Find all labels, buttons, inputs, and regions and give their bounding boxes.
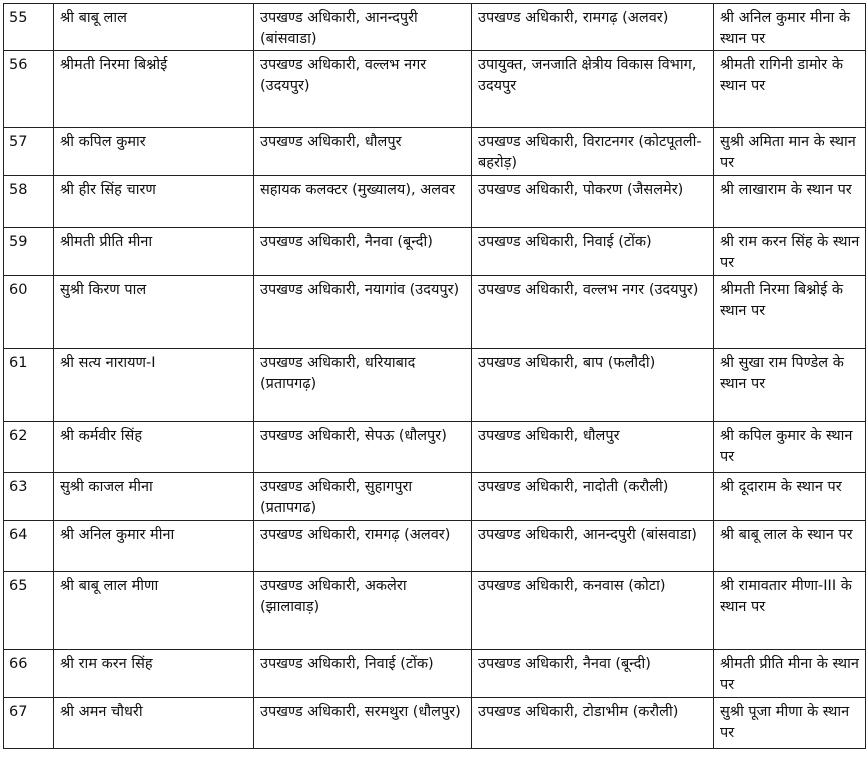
officer-name-cell: श्री कपिल कुमार bbox=[54, 128, 254, 176]
replacement-remark-cell: श्रीमती निरमा बिश्नोई के स्थान पर bbox=[714, 276, 866, 349]
table-row bbox=[4, 572, 866, 650]
serial-number-cell: 65 bbox=[4, 572, 54, 650]
transfer-table bbox=[3, 3, 866, 749]
current-posting-cell: उपखण्ड अधिकारी, निवाई (टोंक) bbox=[254, 650, 472, 698]
replacement-remark-cell: सुश्री अमिता मान के स्थान पर bbox=[714, 128, 866, 176]
new-posting-cell: उपखण्ड अधिकारी, पोकरण (जैसलमेर) bbox=[472, 176, 714, 228]
serial-number-cell: 58 bbox=[4, 176, 54, 228]
serial-number-cell: 61 bbox=[4, 349, 54, 422]
replacement-remark-cell: श्री रामावतार मीणा-III के स्थान पर bbox=[714, 572, 866, 650]
officer-name-cell: श्री कर्मवीर सिंह bbox=[54, 422, 254, 473]
table-row bbox=[4, 473, 866, 521]
replacement-remark-cell: श्रीमती प्रीति मीना के स्थान पर bbox=[714, 650, 866, 698]
officer-name-cell: श्री अनिल कुमार मीना bbox=[54, 521, 254, 572]
officer-name-cell: श्री बाबू लाल मीणा bbox=[54, 572, 254, 650]
serial-number-cell: 63 bbox=[4, 473, 54, 521]
current-posting-cell: उपखण्ड अधिकारी, वल्लभ नगर (उदयपुर) bbox=[254, 51, 472, 128]
current-posting-cell: उपखण्ड अधिकारी, नयागांव (उदयपुर) bbox=[254, 276, 472, 349]
table-row bbox=[4, 128, 866, 176]
officer-name-cell: श्री बाबू लाल bbox=[54, 4, 254, 51]
replacement-remark-cell: श्री बाबू लाल के स्थान पर bbox=[714, 521, 866, 572]
serial-number-cell: 57 bbox=[4, 128, 54, 176]
replacement-remark-cell: श्री कपिल कुमार के स्थान पर bbox=[714, 422, 866, 473]
replacement-remark-cell: श्री राम करन सिंह के स्थान पर bbox=[714, 228, 866, 276]
new-posting-cell: उपखण्ड अधिकारी, आनन्दपुरी (बांसवाडा) bbox=[472, 521, 714, 572]
table-row bbox=[4, 176, 866, 228]
table-row bbox=[4, 650, 866, 698]
table-row bbox=[4, 51, 866, 128]
table-row bbox=[4, 4, 866, 51]
table-row bbox=[4, 349, 866, 422]
officer-name-cell: श्री हीर सिंह चारण bbox=[54, 176, 254, 228]
serial-number-cell: 66 bbox=[4, 650, 54, 698]
current-posting-cell: उपखण्ड अधिकारी, नैनवा (बून्दी) bbox=[254, 228, 472, 276]
new-posting-cell: उपखण्ड अधिकारी, नैनवा (बून्दी) bbox=[472, 650, 714, 698]
replacement-remark-cell: सुश्री पूजा मीणा के स्थान पर bbox=[714, 698, 866, 749]
current-posting-cell: उपखण्ड अधिकारी, सेपऊ (धौलपुर) bbox=[254, 422, 472, 473]
table-row bbox=[4, 228, 866, 276]
serial-number-cell: 62 bbox=[4, 422, 54, 473]
new-posting-cell: उपखण्ड अधिकारी, वल्लभ नगर (उदयपुर) bbox=[472, 276, 714, 349]
officer-name-cell: सुश्री काजल मीना bbox=[54, 473, 254, 521]
officer-name-cell: श्रीमती प्रीति मीना bbox=[54, 228, 254, 276]
new-posting-cell: उपखण्ड अधिकारी, धौलपुर bbox=[472, 422, 714, 473]
new-posting-cell: उपखण्ड अधिकारी, कनवास (कोटा) bbox=[472, 572, 714, 650]
new-posting-cell: उपखण्ड अधिकारी, टोडाभीम (करौली) bbox=[472, 698, 714, 749]
replacement-remark-cell: श्री लाखाराम के स्थान पर bbox=[714, 176, 866, 228]
officer-name-cell: सुश्री किरण पाल bbox=[54, 276, 254, 349]
current-posting-cell: उपखण्ड अधिकारी, सरमथुरा (धौलपुर) bbox=[254, 698, 472, 749]
officer-name-cell: श्री राम करन सिंह bbox=[54, 650, 254, 698]
current-posting-cell: उपखण्ड अधिकारी, रामगढ़ (अलवर) bbox=[254, 521, 472, 572]
serial-number-cell: 56 bbox=[4, 51, 54, 128]
new-posting-cell: उपायुक्त, जनजाति क्षेत्रीय विकास विभाग, उदयपुर bbox=[472, 51, 714, 128]
current-posting-cell: उपखण्ड अधिकारी, धौलपुर bbox=[254, 128, 472, 176]
new-posting-cell: उपखण्ड अधिकारी, बाप (फलौदी) bbox=[472, 349, 714, 422]
new-posting-cell: उपखण्ड अधिकारी, निवाई (टोंक) bbox=[472, 228, 714, 276]
serial-number-cell: 59 bbox=[4, 228, 54, 276]
current-posting-cell: उपखण्ड अधिकारी, अकलेरा (झालावाड़) bbox=[254, 572, 472, 650]
table-row bbox=[4, 422, 866, 473]
new-posting-cell: उपखण्ड अधिकारी, रामगढ़ (अलवर) bbox=[472, 4, 714, 51]
current-posting-cell: सहायक कलक्टर (मुख्यालय), अलवर bbox=[254, 176, 472, 228]
serial-number-cell: 60 bbox=[4, 276, 54, 349]
table-row bbox=[4, 698, 866, 749]
serial-number-cell: 67 bbox=[4, 698, 54, 749]
current-posting-cell: उपखण्ड अधिकारी, धरियाबाद (प्रतापगढ़) bbox=[254, 349, 472, 422]
transfer-table-body bbox=[4, 4, 866, 749]
table-row bbox=[4, 521, 866, 572]
replacement-remark-cell: श्रीमती रागिनी डामोर के स्थान पर bbox=[714, 51, 866, 128]
table-row bbox=[4, 276, 866, 349]
serial-number-cell: 55 bbox=[4, 4, 54, 51]
new-posting-cell: उपखण्ड अधिकारी, नादोती (करौली) bbox=[472, 473, 714, 521]
officer-name-cell: श्री अमन चौधरी bbox=[54, 698, 254, 749]
current-posting-cell: उपखण्ड अधिकारी, आनन्दपुरी (बांसवाडा) bbox=[254, 4, 472, 51]
replacement-remark-cell: श्री अनिल कुमार मीना के स्थान पर bbox=[714, 4, 866, 51]
replacement-remark-cell: श्री दूदाराम के स्थान पर bbox=[714, 473, 866, 521]
replacement-remark-cell: श्री सुखा राम पिण्डेल के स्थान पर bbox=[714, 349, 866, 422]
serial-number-cell: 64 bbox=[4, 521, 54, 572]
officer-name-cell: श्री सत्य नारायण-I bbox=[54, 349, 254, 422]
new-posting-cell: उपखण्ड अधिकारी, विराटनगर (कोटपूतली-बहरोड़) bbox=[472, 128, 714, 176]
current-posting-cell: उपखण्ड अधिकारी, सुहागपुरा (प्रतापगढ) bbox=[254, 473, 472, 521]
officer-name-cell: श्रीमती निरमा बिश्नोई bbox=[54, 51, 254, 128]
